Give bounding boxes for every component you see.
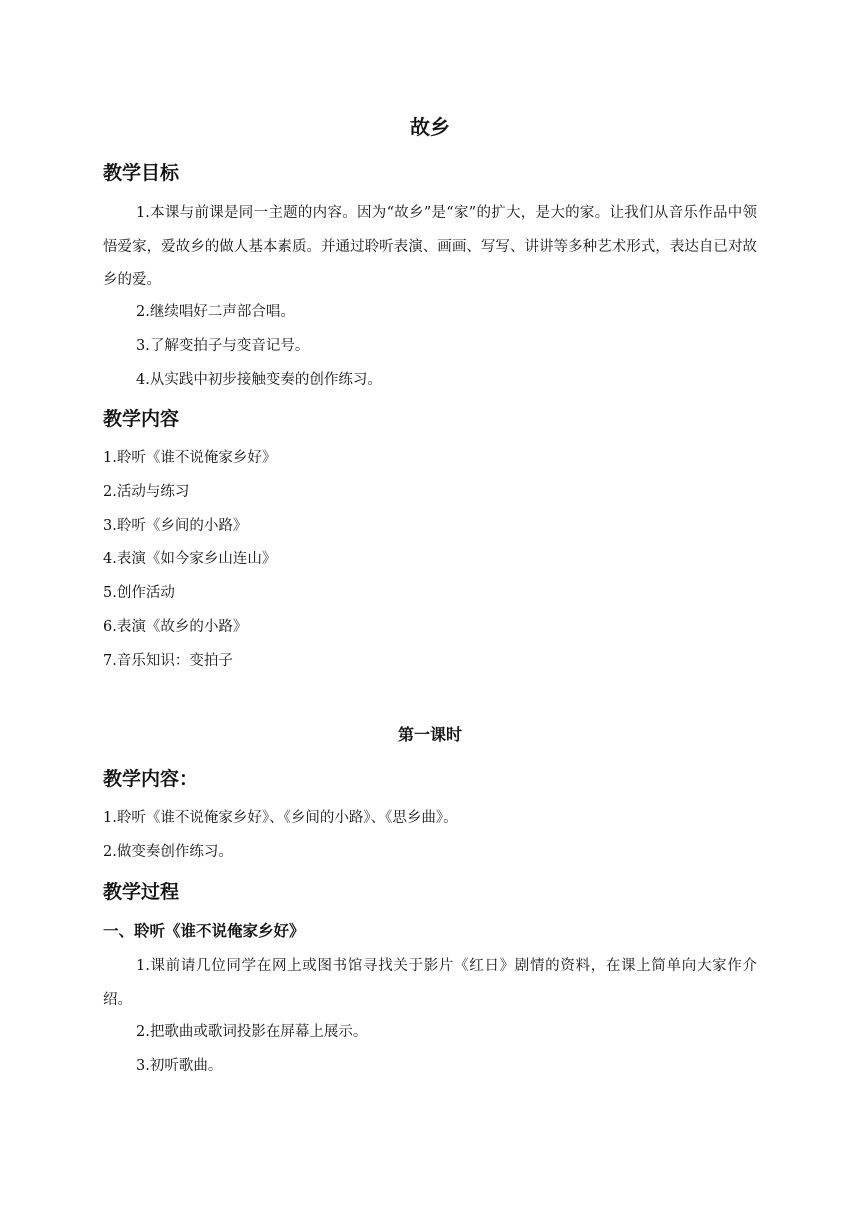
objective-item-4: 4.从实践中初步接触变奏的创作练习。 [136, 372, 382, 388]
content-heading: 教学内容 [103, 408, 180, 430]
section-item-1: 1.课前请几位同学在网上或图书馆寻找关于影片《红日》剧情的资料，在课上简单向大家作介绍。 [103, 958, 757, 1008]
lesson-title: 第一课时 [397, 725, 462, 744]
document-title: 故乡 [410, 115, 450, 139]
objectives-heading: 教学目标 [103, 162, 180, 184]
objective-item-2: 2.继续唱好二声部合唱。 [136, 304, 295, 320]
content-item-5: 5.创作活动 [103, 585, 175, 601]
process-heading: 教学过程 [103, 881, 180, 903]
lesson-content-item-2: 2.做变奏创作练习。 [103, 844, 233, 860]
content-item-2: 2.活动与练习 [103, 484, 190, 500]
content-item-3: 3.聆听《乡间的小路》 [103, 518, 248, 534]
section-heading-listen: 一、聆听《谁不说俺家乡好》 [103, 922, 305, 940]
content-item-4: 4.表演《如今家乡山连山》 [103, 551, 277, 567]
lesson-content-item-1: 1.聆听《谁不说俺家乡好》、《乡间的小路》、《思乡曲》。 [103, 810, 458, 826]
section-item-3: 3.初听歌曲。 [136, 1058, 223, 1074]
objective-item-3: 3.了解变拍子与变音记号。 [136, 338, 310, 354]
section-item-2: 2.把歌曲或歌词投影在屏幕上展示。 [136, 1024, 368, 1040]
lesson-content-heading: 教学内容： [103, 768, 199, 790]
content-item-7: 7.音乐知识：变拍子 [103, 653, 233, 669]
content-item-1: 1.聆听《谁不说俺家乡好》 [103, 450, 277, 466]
content-item-6: 6.表演《故乡的小路》 [103, 619, 248, 635]
objective-item-1: 1.本课与前课是同一主题的内容。因为“故乡”是“家”的扩大，是大的家。让我们从音乐作品中领悟爱家，爱故乡的做人基本素质。并通过聆听表演、画画、写写、讲讲等多种艺术形式，表达自已对故乡的爱。 [103, 205, 757, 288]
